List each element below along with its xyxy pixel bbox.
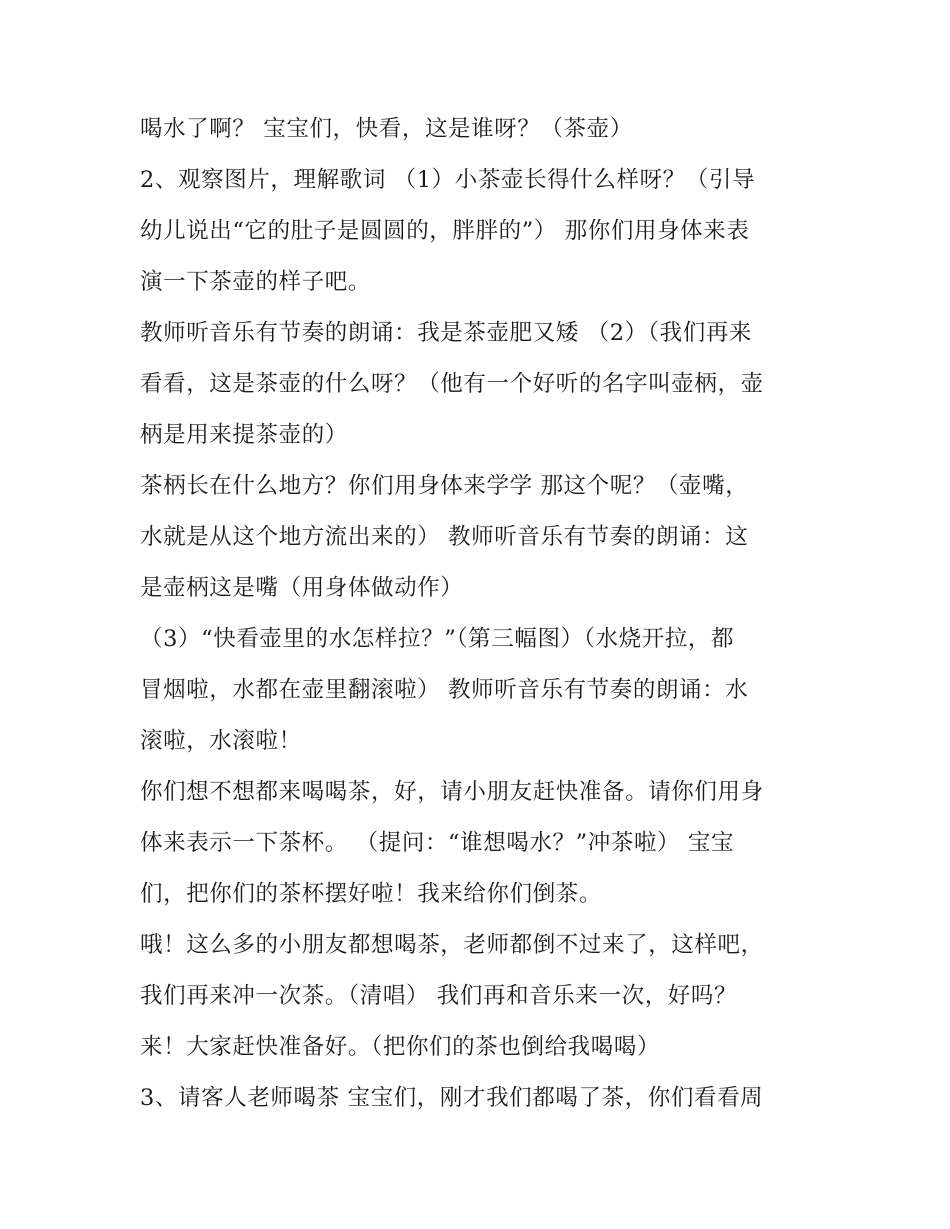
text-line: 水就是从这个地方流出来的） 教师听音乐有节奏的朗诵：这 bbox=[140, 524, 749, 550]
text-line: 看看，这是茶壶的什么呀？（他有一个好听的名字叫壶柄，壶 bbox=[140, 371, 764, 397]
text-line: 是壶柄这是嘴（用身体做动作） bbox=[140, 575, 464, 601]
text-line: 体来表示一下茶杯。 （提问：“谁想喝水？”冲茶啦） 宝宝 bbox=[140, 830, 735, 856]
text-line: 教师听音乐有节奏的朗诵：我是茶壶肥又矮 （2）（我们再来 bbox=[140, 320, 753, 346]
text-line: 滚啦，水滚啦！ bbox=[140, 728, 302, 754]
text-line: 我们再来冲一次茶。（清唱） 我们再和音乐来一次，好吗？ bbox=[140, 983, 738, 1009]
text-line: 茶柄长在什么地方？你们用身体来学学 那这个呢？（壶嘴， bbox=[140, 473, 749, 499]
text-line: 你们想不想都来喝喝茶，好，请小朋友赶快准备。请你们用身 bbox=[140, 779, 764, 805]
text-line: 幼儿说出“它的肚子是圆圆的，胖胖的”） 那你们用身体来表 bbox=[140, 218, 750, 244]
text-line: 柄是用来提茶壶的） bbox=[140, 422, 348, 448]
text-line: 3、请客人老师喝茶 宝宝们，刚才我们都喝了茶，你们看看周 bbox=[140, 1085, 764, 1111]
text-line: 2、观察图片，理解歌词 （1）小茶壶长得什么样呀？（引导 bbox=[140, 167, 756, 193]
text-line: 们，把你们的茶杯摆好啦！我来给你们倒茶。 bbox=[140, 881, 603, 907]
text-line: （3）“快看壶里的水怎样拉？”（第三幅图）（水烧开拉，都 bbox=[140, 626, 735, 652]
text-line: 哦！这么多的小朋友都想喝茶，老师都倒不过来了，这样吧， bbox=[140, 932, 764, 958]
text-line: 冒烟啦，水都在壶里翻滚啦） 教师听音乐有节奏的朗诵：水 bbox=[140, 677, 749, 703]
text-line: 喝水了啊？ 宝宝们，快看，这是谁呀？（茶壶） bbox=[140, 116, 633, 142]
text-line: 演一下茶壶的样子吧。 bbox=[140, 269, 372, 295]
text-line: 来！大家赶快准备好。（把你们的茶也倒给我喝喝） bbox=[140, 1034, 661, 1060]
